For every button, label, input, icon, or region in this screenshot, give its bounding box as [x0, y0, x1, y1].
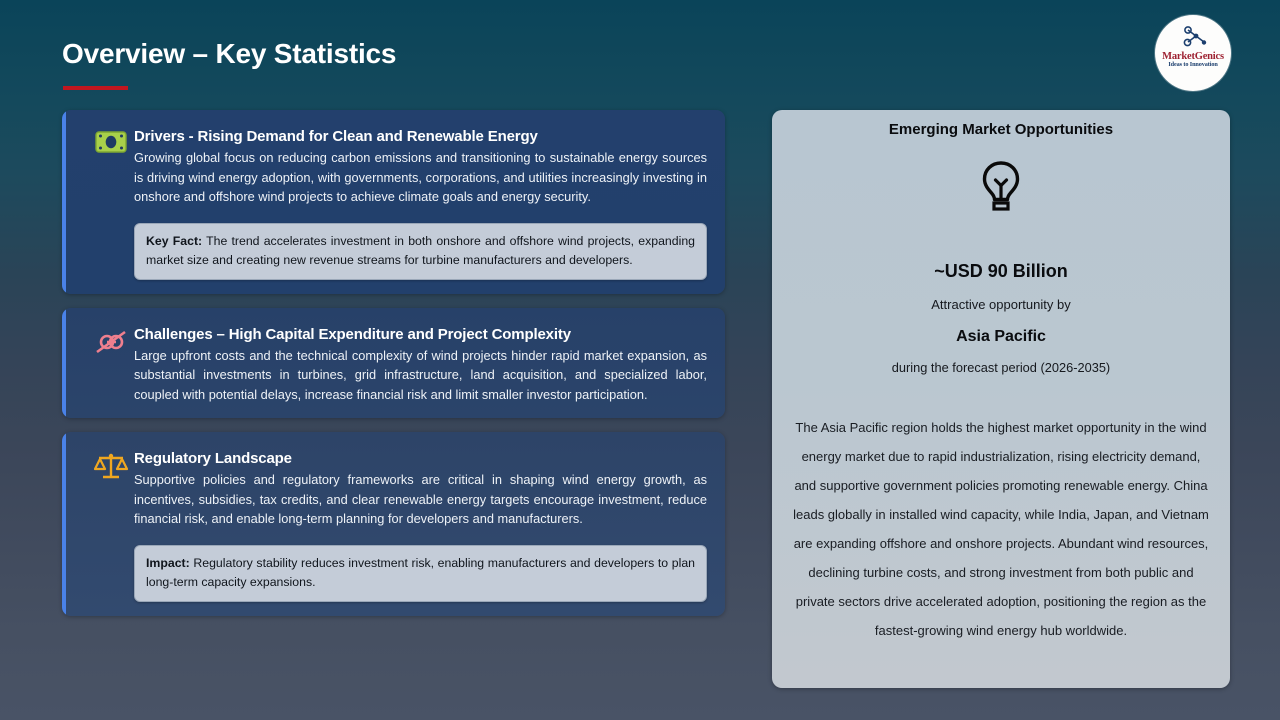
logo-brand-name: MarketGenics [1162, 51, 1224, 62]
left-cards-column [62, 110, 725, 630]
logo-tagline: Ideas to Innovation [1168, 61, 1218, 69]
card-description: Supportive policies and regulatory frameworks are critical in shaping wind energy growth, as incentives, subsidies, tax credits, and clear renewable energy targets encourage investment, reduce financial risk, and enable long-term planning for developers and manufacturers. [134, 472, 707, 526]
card-regulatory [62, 432, 725, 616]
card-title: Regulatory Landscape [134, 450, 292, 467]
panel-paragraph: The Asia Pacific region holds the highest market opportunity in the wind energy market due to rapid industrialization, rising electricity demand, and supportive government policies promoting renewable energy. China leads globally in installed wind capacity, while India, Japan, and Vietnam are expanding offshore and onshore projects. Abundant wind resources, declining turbine costs, and strong investment from both public and private sectors drive accelerated adoption, positioning the region as the fastest-growing wind energy hub worldwide. [793, 420, 1209, 638]
forecast-period: during the forecast period (2026-2035) [891, 360, 1111, 375]
callout-text: The trend accelerates investment in both onshore and offshore wind projects, expanding market size and creating new revenue streams for turbine manufacturers and developers. [146, 233, 695, 267]
card-drivers [62, 110, 725, 294]
market-value: ~USD 90 Billion [934, 261, 1068, 281]
card-accent-bar [62, 308, 66, 419]
page-title: Overview – Key Statistics [62, 38, 397, 69]
card-challenges [62, 308, 725, 419]
broken-link-icon [88, 326, 134, 405]
card-title: Challenges – High Capital Expenditure and Project Complexity [134, 325, 571, 343]
card-callout [134, 223, 707, 280]
market-subtitle: Attractive opportunity by [931, 297, 1071, 312]
callout-label: Impact: [146, 555, 190, 570]
card-title: Drivers - Rising Demand for Clean and Renewable Energy [134, 128, 538, 145]
callout-label: Key Fact: [146, 233, 203, 248]
title-underline-rule [63, 86, 128, 90]
card-accent-bar [62, 432, 66, 616]
network-nodes-icon [1178, 26, 1208, 50]
card-description: Large upfront costs and the technical complexity of wind projects hinder rapid market expansion, as substantial investments in turbines, grid infrastructure, land acquisition, and specialized labor, coupled with potential delays, increase financial risk and limit smaller investor participation. [134, 347, 707, 402]
callout-text: Regulatory stability reduces investment risk, enabling manufacturers and developers to plan long-term capacity expansions. [146, 555, 695, 589]
card-accent-bar [62, 110, 66, 294]
brand-logo [1155, 15, 1231, 91]
balance-scale-icon [88, 450, 134, 602]
emerging-market-panel [772, 110, 1230, 688]
panel-title: Emerging Market Opportunities [888, 121, 1114, 138]
lightbulb-icon [772, 159, 1230, 215]
card-description: Growing global focus on reducing carbon emissions and transitioning to sustainable energy sources is driving wind energy adoption, with governments, corporations, and utilities increasingly investing in onshore and offshore wind projects to achieve climate goals and energy security. [134, 150, 707, 204]
card-callout [134, 545, 707, 602]
money-banknote-icon [88, 128, 134, 280]
market-region: Asia Pacific [956, 328, 1046, 345]
